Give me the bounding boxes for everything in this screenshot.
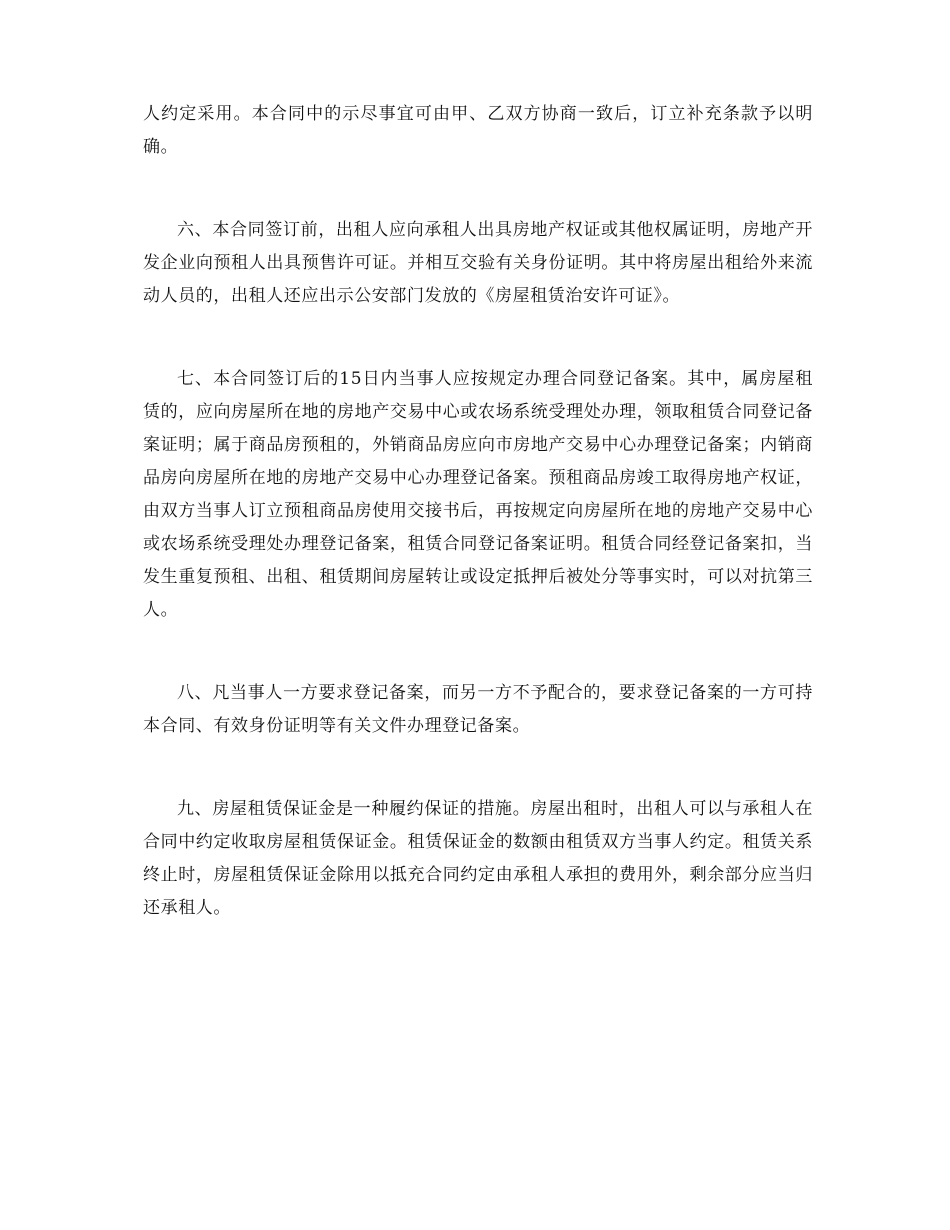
paragraph-clause-8: 八、凡当事人一方要求登记备案，而另一方不予配合的，要求登记备案的一方可持本合同、有效身份证明等有关文件办理登记备案。: [143, 683, 813, 736]
paragraph-clause-9: 九、房屋租赁保证金是一种履约保证的措施。房屋出租时，出租人可以与承租人在合同中约定收取房屋租赁保证金。租赁保证金的数额由租赁双方当事人约定。租赁关系终止时，房屋租赁保证金除用以抵充合同约定由承租人承担的费用外，剩余部分应当归还承租人。: [143, 799, 813, 918]
paragraph-continuation: 人约定采用。本合同中的示尽事宜可由甲、乙双方协商一致后，订立补充条款予以明确。: [143, 104, 813, 157]
paragraph-clause-6: 六、本合同签订前，出租人应向承租人出具房地产权证或其他权属证明，房地产开发企业向预租人出具预售许可证。并相互交验有关身份证明。其中将房屋出租给外来流动人员的，出租人还应出示公安部门发放的《房屋租赁治安许可证》。: [143, 220, 813, 306]
paragraph-clause-7: 七、本合同签订后的15日内当事人应按规定办理合同登记备案。其中，属房屋租赁的，应向房屋所在地的房地产交易中心或农场系统受理处办理，领取租赁合同登记备案证明；属于商品房预租的，外销商品房应向市房地产交易中心办理登记备案；内销商品房向房屋所在地的房地产交易中心办理登记备案。预租商品房竣工取得房地产权证，由双方当事人订立预租商品房使用交接书后，再按规定向房屋所在地的房地产交易中心或农场系统受理处办理登记备案，租赁合同登记备案证明。租赁合同经登记备案扣，当发生重复预租、出租、租赁期间房屋转让或设定抵押后被处分等事实时，可以对抗第三人。: [143, 369, 813, 620]
document-page: [143, 98, 813, 925]
